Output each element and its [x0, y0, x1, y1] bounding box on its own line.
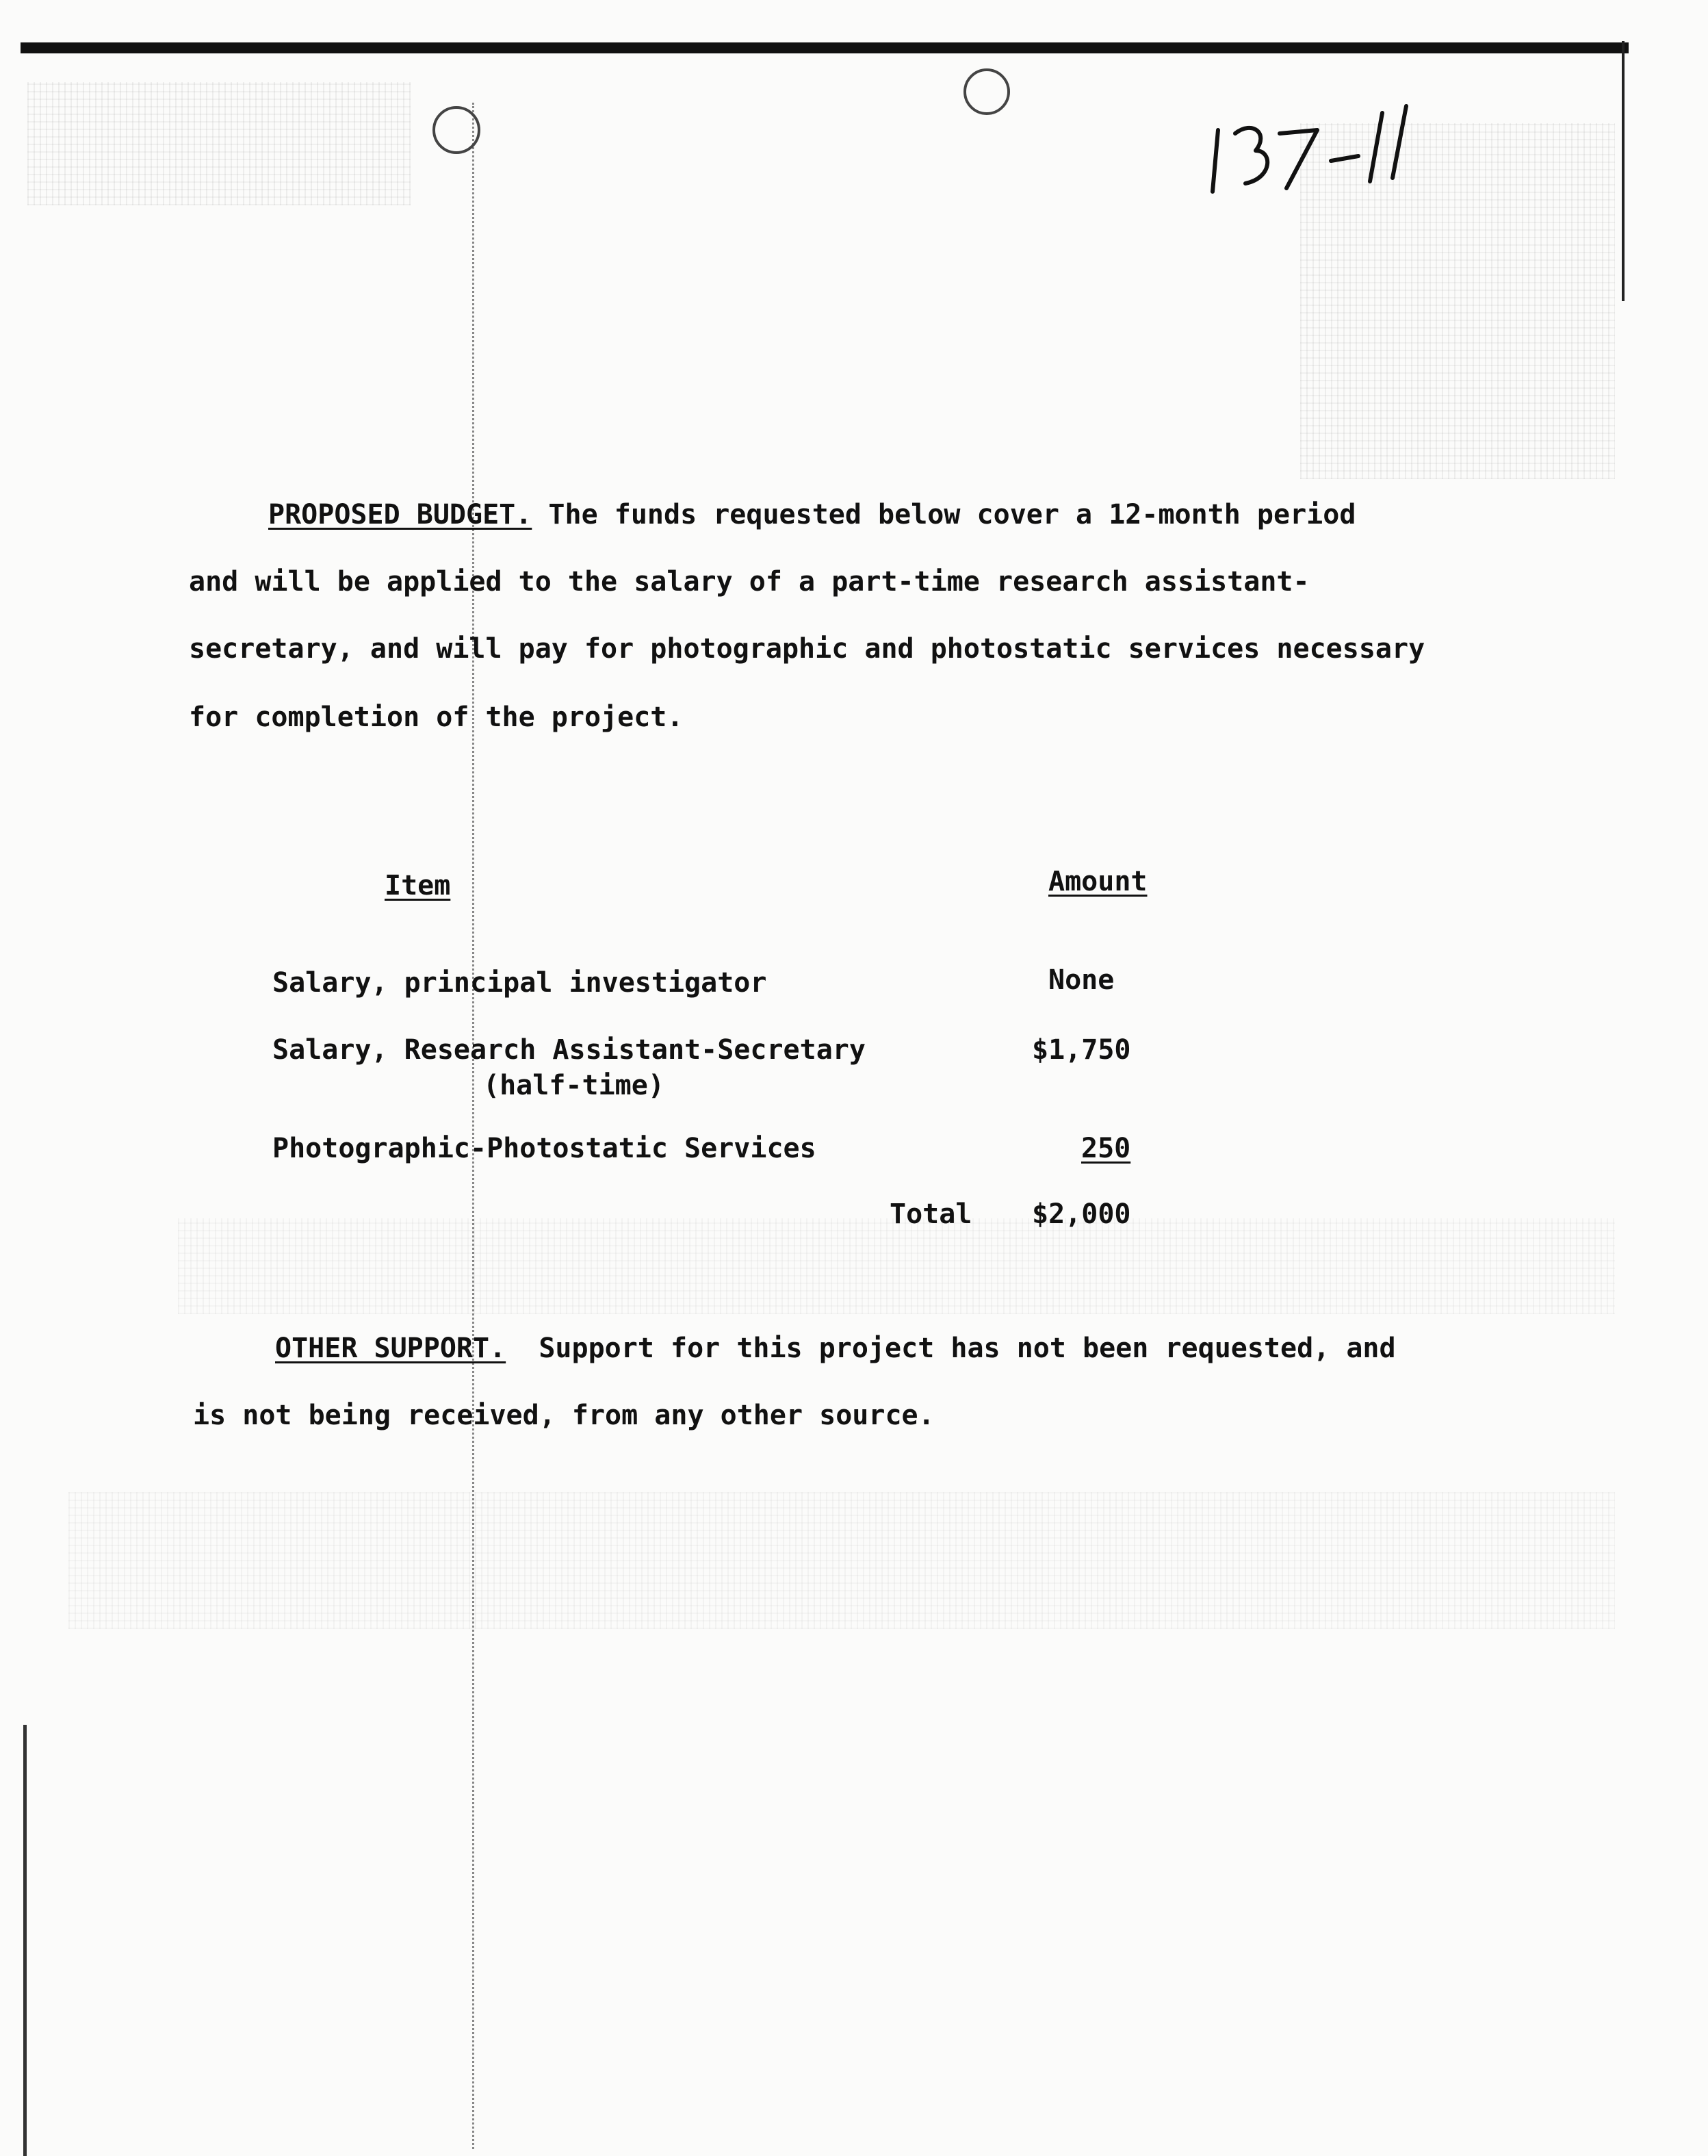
table-row-amount: $1,750 [1032, 1034, 1131, 1066]
scan-right-edge [1622, 41, 1625, 301]
other-support-line-2: is not being received, from any other source. [193, 1400, 935, 1431]
budget-paragraph-line-1 [268, 498, 1356, 531]
scan-left-edge [23, 1725, 27, 2156]
column-header-item: Item [385, 870, 451, 901]
fold-line [472, 103, 474, 2149]
scan-noise [178, 1218, 1615, 1314]
other-support-line-1 [275, 1332, 1396, 1365]
handwritten-annotation [1204, 103, 1423, 205]
other-support-text: Support for this project has not been requested, and [539, 1333, 1396, 1364]
punch-hole [432, 106, 480, 154]
column-header-amount: Amount [1048, 866, 1148, 897]
budget-paragraph-line-2: and will be applied to the salary of a part-time research assistant- [189, 566, 1310, 598]
table-row-item: Photographic-Photostatic Services [272, 1133, 816, 1164]
budget-paragraph-line-3: secretary, and will pay for photographic and photostatic services necessary [189, 633, 1425, 665]
budget-text: The funds requested below cover a 12-month period [548, 499, 1356, 530]
scan-noise [27, 82, 411, 205]
other-support-heading: OTHER SUPPORT. [275, 1333, 506, 1364]
table-row-subitem: (half-time) [483, 1070, 664, 1101]
total-label: Total [890, 1198, 972, 1230]
budget-heading: PROPOSED BUDGET. [268, 499, 532, 530]
table-row-amount: 250 [1081, 1133, 1131, 1164]
punch-hole [963, 68, 1010, 115]
table-row-amount: None [1048, 964, 1115, 996]
total-amount: $2,000 [1032, 1198, 1131, 1230]
table-row-item: Salary, principal investigator [272, 967, 767, 999]
scan-top-edge [21, 42, 1629, 53]
budget-paragraph-line-4: for completion of the project. [189, 702, 684, 733]
scan-noise [68, 1492, 1615, 1629]
table-row-item: Salary, Research Assistant-Secretary [272, 1034, 866, 1066]
